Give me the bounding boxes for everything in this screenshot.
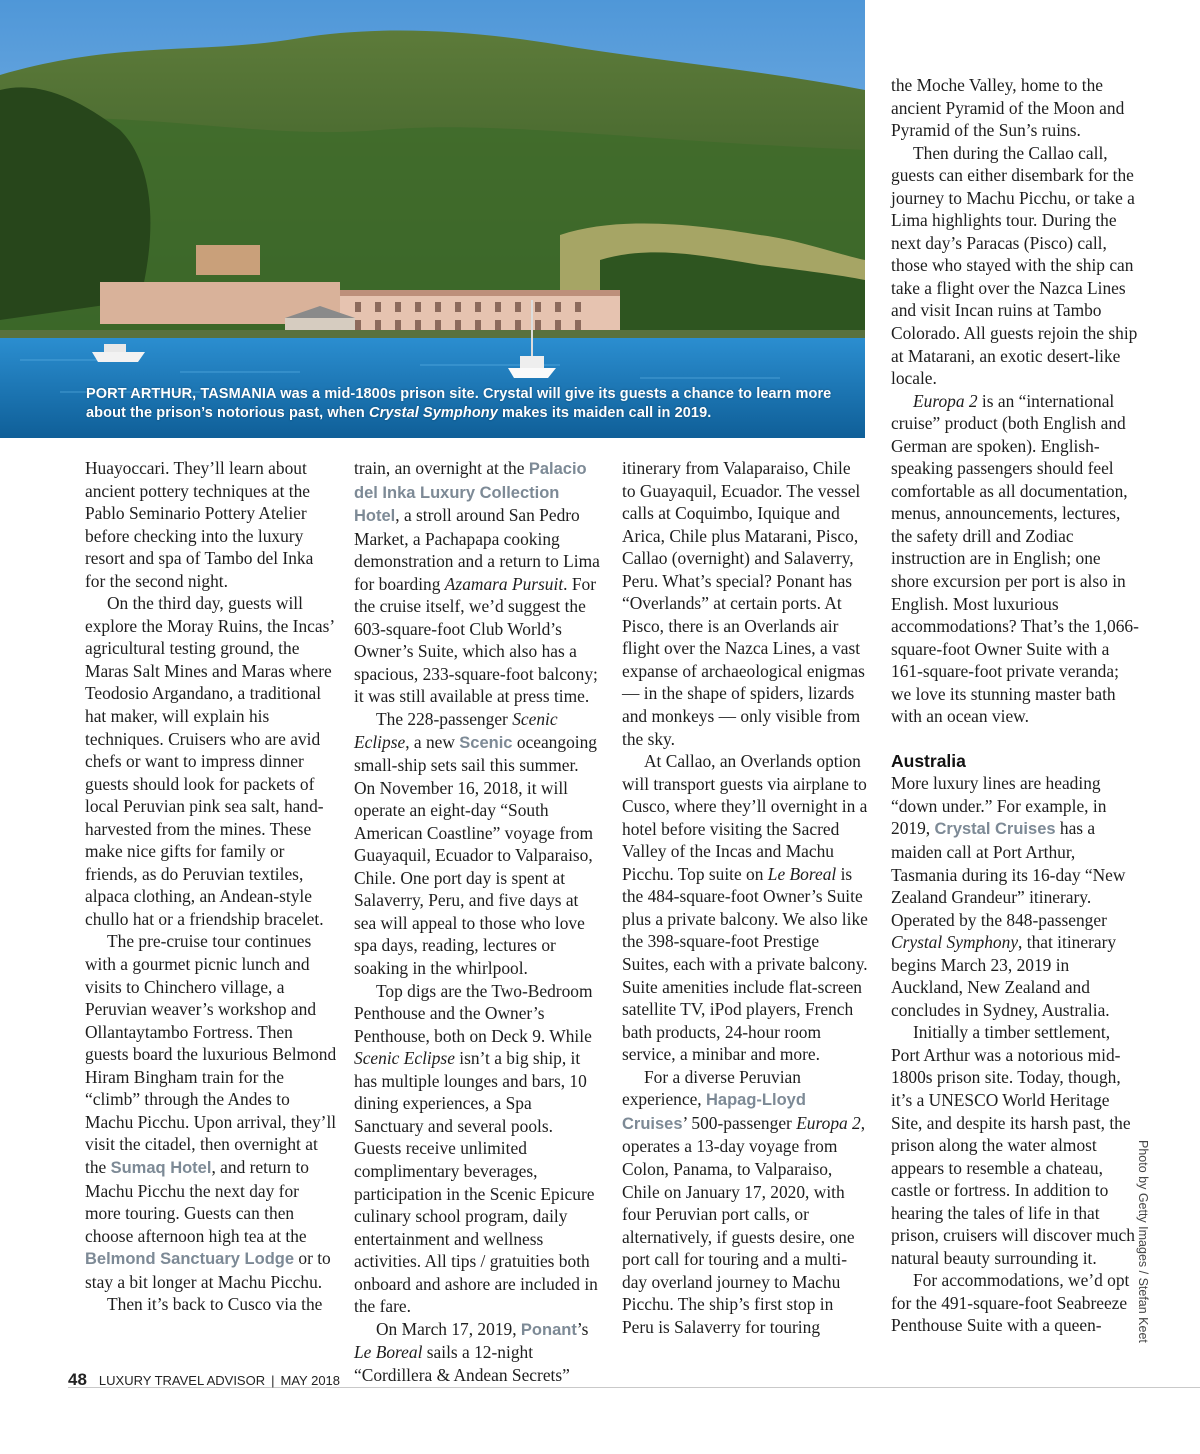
text-run: On March 17, 2019,: [376, 1318, 521, 1339]
paragraph: [354, 457, 600, 708]
text-run: has a maiden call at Port Arthur, Tasmania during its 16-day “New Zealand Grandeur” itinerary. Operated by the 848-passenger: [891, 818, 1126, 930]
issue-date: MAY 2018: [280, 1373, 341, 1388]
column-4: [891, 74, 1141, 1337]
page-number: 48: [68, 1370, 87, 1389]
paragraph: Huayoccari. They’ll learn about ancient pottery techniques at the Pablo Seminario Pottery Atelier before checking into the luxury resort and spa of Tambo del Inka for the second night.: [85, 458, 314, 591]
text-run: The pre-cruise tour continues with a gourmet picnic lunch and visits to Chinchero village, a Peruvian weaver’s workshop and Ollantaytambo Fortress. Then guests board the luxurious Belmond Hiram Bingham train for the “climb” through the Andes to Machu Picchu. Upon arrival, they’ll visit the citadel, then overnight at the: [85, 931, 337, 1177]
page-footer: [68, 1370, 340, 1390]
text-run: oceangoing small-ship sets sail this summer. On November 16, 2018, it will operate an eight-day “South American Coastline” voyage from Guayaquil, Ecuador to Valparaiso, Chile. One port day is spent at Salaverry, Peru, and five days at sea will appeal to those who love spa days, reading, lectures or soaking in the whirlpool.: [354, 731, 597, 979]
text-run: For a diverse Peruvian experience,: [622, 1066, 801, 1110]
text-run: , operates a 13-day voyage from Colon, Panama, to Valparaiso, Chile on January 17, 2020, with four Peruvian port calls, or alternatively, if guests desire, one port call for touring and a multi-day overland journey to Machu Picchu. The ship’s first stop in Peru is Salaverry for touring: [622, 1112, 866, 1337]
paragraph: [354, 980, 600, 1318]
text-run: is the 484-square-foot Owner’s Suite plus a private balcony. We also like the 398-square-foot Prestige Suites, each with a private balcony. Suite amenities include flat-screen satellite TV, iPod players, French bath products, 24-hour room service, a minibar and more.: [622, 863, 868, 1065]
text-run: ’s: [576, 1318, 589, 1339]
text-run: . For the cruise itself, we’d suggest the 603-square-foot Club World’s Owner’s Suite, which also has a spacious, 233-square-foot balcony; it was still available at press time.: [354, 573, 598, 707]
photo-credit: [1136, 1140, 1167, 1343]
ship-name: Le Boreal: [767, 863, 837, 884]
text-run: At Callao, an Overlands option will transport guests via airplane to Cusco, where they’ll overnight in a hotel before visiting the Sacred Valley of the Incas and Machu Picchu. Top suite on: [622, 751, 868, 884]
crystal-cruises-highlight: Crystal Cruises: [934, 820, 1056, 839]
text-run: , and return to Machu Picchu the next day for more touring. Guests can then choose afternoon high tea at the: [85, 1156, 310, 1246]
paragraph: [891, 390, 1141, 728]
landscape-photo-icon: [0, 0, 865, 438]
text-run: More luxury lines are heading “down under.” For example, in 2019,: [891, 773, 1107, 839]
ponant-highlight: Ponant: [520, 1320, 577, 1339]
paragraph: the Moche Valley, home to the ancient Pyramid of the Moon and Pyramid of the Sun’s ruins.: [891, 75, 1125, 141]
text-run: sails a 12-night “Cordillera & Andean Secrets”: [354, 1342, 570, 1385]
text-run: is an “international cruise” product (both English and German are spoken). English-speaking passengers should feel comfortable as all documentation, menus, announcements, lectures, the safety drill and Zodiac instruction are in English; one shore excursion per port is also in English. Most luxurious accommodations? That’s the 1,066-square-foot Owner Suite with a 161-square-foot private veranda; we love its stunning master bath with an ocean view.: [891, 390, 1139, 727]
text-run: ’ 500-passenger: [682, 1112, 797, 1133]
paragraph: Then it’s back to Cusco via the: [107, 1294, 323, 1315]
belmond-lodge-highlight: Belmond Sanctuary Lodge: [85, 1250, 295, 1269]
paragraph: On the third day, guests will explore the Moray Ruins, the Incas’ agricultural testing ground, the Maras Salt Mines and Maras where Teodosio Argandano, a traditional hat maker, will explain his techniques. Cruisers who are avid chefs or want to impress dinner guests should look for packets of local Peruvian pink sea salt, hand-harvested from the mines. These make nice gifts for family or friends, as do Peruvian textiles, alpaca clothing, an Andean-style chullo hat or a friendship bracelet.: [85, 593, 334, 929]
publication-name: LUXURY TRAVEL ADVISOR: [98, 1373, 266, 1388]
text-run: or to stay a bit longer at Machu Picchu.: [85, 1248, 331, 1292]
port-arthur-photo: [0, 0, 865, 438]
text-run: , that itinerary begins March 23, 2019 in Auckland, New Zealand and concludes in Sydney, Australia.: [891, 932, 1117, 1020]
hapag-lloyd-highlight: Hapag-Lloyd Cruises: [622, 1091, 806, 1133]
paragraph: [354, 708, 600, 980]
ship-name: Scenic Eclipse: [354, 1048, 455, 1069]
ship-name: Azamara Pursuit: [444, 573, 564, 594]
paragraph: For accommodations, we’d opt for the 491-square-foot Seabreeze Penthouse Suite with a queen-: [891, 1270, 1130, 1336]
scenic-highlight: Scenic: [459, 733, 513, 752]
photo-credit-text: Photo by Getty Images / Stefan Keet: [1136, 1140, 1150, 1343]
paragraph: [85, 930, 337, 1293]
caption-lead: PORT ARTHUR, TASMANIA: [86, 386, 277, 402]
column-2: [354, 457, 600, 1386]
caption-text-1: was a mid-1800s prison site. Crystal will give its guests a chance to learn more about the prison’s notorious past, when: [86, 386, 832, 421]
photo-caption: [86, 385, 846, 423]
ship-name: Europa 2: [796, 1112, 861, 1133]
ship-name: Crystal Symphony: [891, 932, 1019, 953]
section-heading: Australia: [891, 750, 966, 771]
sumaq-hotel-highlight: Sumaq Hotel: [110, 1158, 212, 1177]
column-1: [85, 457, 337, 1316]
text-run: , a new: [405, 731, 460, 752]
caption-text-2: makes its maiden call in 2019.: [497, 405, 712, 421]
paragraph: itinerary from Valaparaiso, Chile to Guayaquil, Ecuador. The vessel calls at Coquimbo, Iquique and Arica, Chile plus Matarani, Pisco, Callao (overnight) and Salaverry, Peru. What’s special? Ponant has “Overlands” at certain ports. At Pisco, there is an Overlands air flight over the Nazca Lines, a vast expanse of archaeological enigmas — in the shape of spiders, lizards and monkeys — only visible from the sky.: [622, 458, 865, 749]
ship-name: Europa 2: [913, 390, 978, 411]
caption-ship: Crystal Symphony: [369, 405, 498, 421]
text-run: isn’t a big ship, it has multiple lounges and bars, 10 dining experiences, a Spa Sanctuary and several pools. Guests receive unlimited complimentary beverages, participation in the Scenic Epicure culinary school program, daily entertainment and wellness activities. All tips / gratuities both onboard and ashore are included in the fare.: [354, 1048, 598, 1317]
palacio-del-inka-highlight: Palacio del Inka Luxury Collection Hotel: [354, 460, 587, 526]
text-run: Top digs are the Two-Bedroom Penthouse and the Owner’s Penthouse, both on Deck 9. While: [354, 980, 593, 1046]
paragraph: [622, 1066, 868, 1339]
paragraph: [891, 772, 1141, 1021]
ship-name: Le Boreal: [354, 1342, 423, 1363]
paragraph: Then during the Callao call, guests can either disembark for the journey to Machu Picchu, or take a Lima highlights tour. During the next day’s Paracas (Pisco) call, those who stayed with the ship can take a flight over the Nazca Lines and visit Incan ruins at Tambo Colorado. All guests rejoin the ship at Matarani, an exotic desert-like locale.: [891, 142, 1138, 389]
text-run: train, an overnight at the: [354, 458, 529, 478]
column-3: [622, 457, 868, 1338]
ship-name: Scenic Eclipse: [354, 709, 558, 752]
text-run: The 228-passenger: [376, 709, 513, 730]
paragraph: Initially a timber settlement, Port Arthur was a notorious mid-1800s prison site. Today, though, it’s a UNESCO World Heritage Site, and despite its harsh past, the prison along the water almost appears to resemble a chateau, castle or fortress. In addition to hearing the tales of life in that prison, cruisers will discover much natural beauty surrounding it.: [891, 1022, 1135, 1268]
paragraph: [622, 750, 868, 1066]
text-run: , a stroll around San Pedro Market, a Pachapapa cooking demonstration and a return to Lima for boarding: [354, 505, 600, 594]
footer-separator: |: [271, 1373, 275, 1388]
paragraph: [354, 1318, 600, 1387]
